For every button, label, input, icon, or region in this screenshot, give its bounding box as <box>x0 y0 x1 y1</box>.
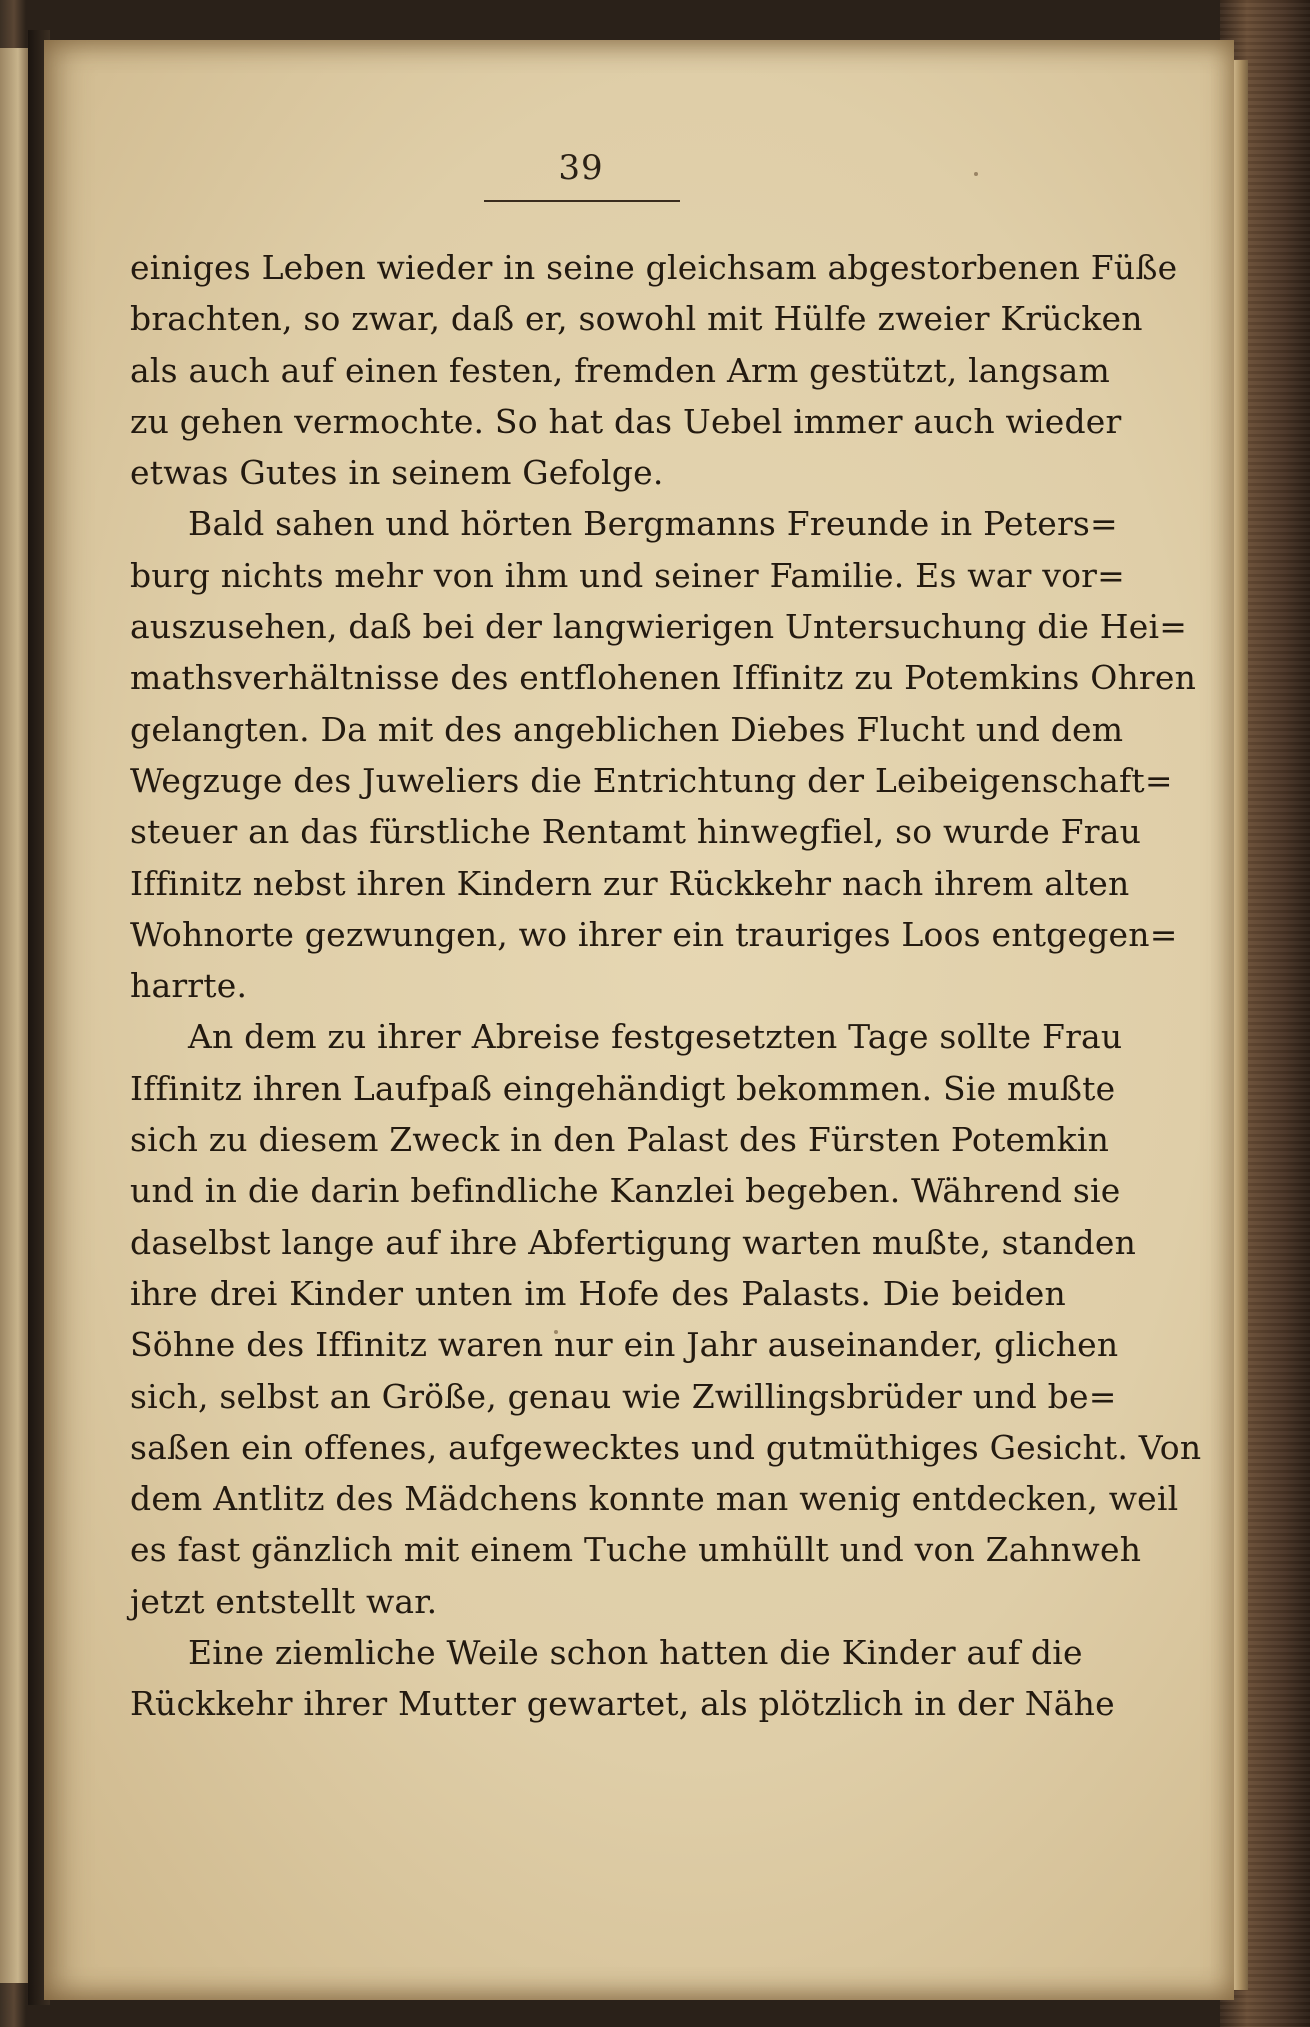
text-line: etwas Gutes in seinem Gefolge. <box>130 453 664 493</box>
text-line: Iffinitz ihren Laufpaß eingehändigt bekommen. Sie mußte <box>130 1068 1116 1108</box>
text-line: und in die darin befindliche Kanzlei begeben. Während sie <box>130 1171 1121 1211</box>
text-line: auszusehen, daß bei der langwierigen Untersuchung die Hei= <box>130 607 1188 647</box>
text-line: Eine ziemliche Weile schon hatten die Kinder auf die <box>188 1633 1083 1673</box>
text-line: Wohnorte gezwungen, wo ihrer ein trauriges Loos entgegen= <box>130 914 1178 954</box>
text-line: einiges Leben wieder in seine gleichsam abgestorbenen Füße <box>130 248 1178 287</box>
page-stack-edge <box>1234 60 1248 1990</box>
text-line: saßen ein offenes, aufgewecktes und gutmüthiges Gesicht. Von <box>130 1427 1202 1467</box>
text-line: sich zu diesem Zweck in den Palast des Fürsten Potemkin <box>130 1120 1110 1160</box>
text-line: mathsverhältnisse des entflohenen Iffinitz zu Potemkins Ohren <box>130 658 1197 698</box>
header-rule <box>484 200 680 202</box>
text-line: brachten, so zwar, daß er, sowohl mit Hülfe zweier Krücken <box>130 299 1143 339</box>
text-line: zu gehen vermochte. So hat das Uebel immer auch wieder <box>130 401 1122 441</box>
text-line: ihre drei Kinder unten im Hofe des Palasts. Die beiden <box>130 1273 1066 1313</box>
text-line: An dem zu ihrer Abreise festgesetzten Tage sollte Frau <box>188 1017 1123 1057</box>
text-line: Rückkehr ihrer Mutter gewartet, als plötzlich in der Nähe <box>130 1684 1115 1724</box>
text-line: harrte. <box>130 966 248 1006</box>
text-line: Söhne des Iffinitz waren nur ein Jahr auseinander, glichen <box>130 1325 1119 1365</box>
paper-speck <box>974 172 978 176</box>
body-text <box>130 242 1202 1730</box>
text-line: daselbst lange auf ihre Abfertigung warten mußte, standen <box>130 1222 1137 1262</box>
text-line: als auch auf einen festen, fremden Arm gestützt, langsam <box>130 350 1111 390</box>
previous-page-edge <box>0 48 30 1983</box>
text-line: Bald sahen und hörten Bergmanns Freunde in Peters= <box>188 504 1118 544</box>
text-line: dem Antlitz des Mädchens konnte man wenig entdecken, weil <box>130 1479 1179 1519</box>
text-line: gelangten. Da mit des angeblichen Diebes Flucht und dem <box>130 709 1124 749</box>
text-line: Wegzuge des Juweliers die Entrichtung der Leibeigenschaft= <box>130 760 1173 800</box>
text-line: steuer an das fürstliche Rentamt hinwegfiel, so wurde Frau <box>130 812 1142 852</box>
page-number: 39 <box>558 148 604 188</box>
text-line: es fast gänzlich mit einem Tuche umhüllt und von Zahnweh <box>130 1530 1142 1570</box>
text-line: sich, selbst an Größe, genau wie Zwillingsbrüder und be= <box>130 1376 1117 1416</box>
text-line: jetzt entstellt war. <box>130 1581 438 1621</box>
text-line: burg nichts mehr von ihm und seiner Familie. Es war vor= <box>130 555 1125 595</box>
text-line: Iffinitz nebst ihren Kindern zur Rückkehr nach ihrem alten <box>130 863 1130 903</box>
